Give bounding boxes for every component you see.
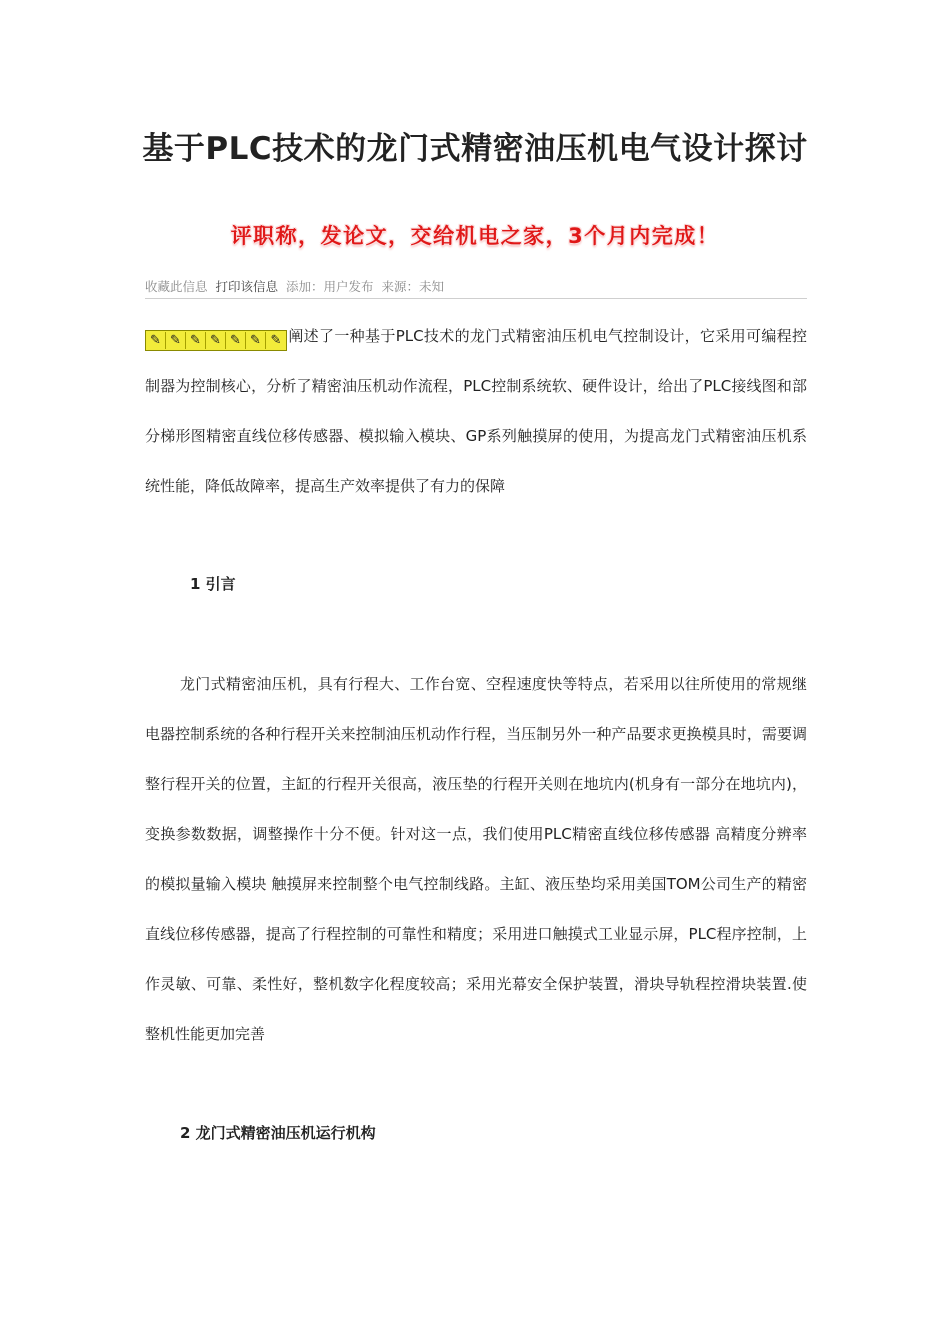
broken-image-icon: ✎ [270, 333, 282, 348]
info-meta-bar [145, 277, 448, 295]
added-by-label: 添加：用户发布 [286, 279, 374, 294]
favorite-link[interactable]: 收藏此信息 [145, 279, 208, 294]
broken-image-icons [145, 330, 287, 351]
source-label: 来源：未知 [381, 279, 445, 294]
abstract-text: 阐述了一种基于PLC技术的龙门式精密油压机电气控制设计，它采用可编程控制器为控制核心，分析了精密油压机动作流程，PLC控制系统软、硬件设计，给出了PLC接线图和部分梯形图精密直线位移传感器、模拟输入模块、GP系列触摸屏的使用，为提高龙门式精密油压机系统性能，降低故障率，提高生产效率提供了有力的保障 [145, 327, 807, 495]
broken-image-icon: ✎ [186, 332, 206, 349]
document-title: 基于PLC技术的龙门式精密油压机电气设计探讨 [142, 131, 808, 167]
broken-image-icon: ✎ [206, 332, 226, 349]
section-heading-introduction: 1 引言 [190, 575, 236, 593]
meta-divider [145, 298, 807, 299]
broken-image-icon: ✎ [226, 332, 246, 349]
print-link[interactable]: 打印该信息 [215, 279, 279, 294]
broken-image-icon: ✎ [246, 332, 266, 349]
broken-image-icon: ✎ [146, 332, 166, 349]
introduction-paragraph: 龙门式精密油压机，具有行程大、工作台宽、空程速度快等特点，若采用以往所使用的常规继电器控制系统的各种行程开关来控制油压机动作行程，当压制另外一种产品要求更换模具时，需要调整行程开关的位置，主缸的行程开关很高，液压垫的行程开关则在地坑内(机身有一部分在地坑内)，变换参数数据，调整操作十分不便。针对这一点，我们使用PLC精密直线位移传感器 高精度分辨率的模拟量输入模块 触摸屏来控制整个电气控制线路。主缸、液压垫均采用美国TOM公司生产的精密直线位移传感器，提高了行程控制的可靠性和精度；采用进口触摸式工业显示屏，PLC程序控制，上作灵敏、可靠、柔性好，整机数字化程度较高；采用光幕安全保护装置，滑块导轨程控滑块装置.使整机性能更加完善 [145, 675, 807, 1043]
promo-banner[interactable]: 评职称，发论文，交给机电之家，3个月内完成！ [230, 224, 720, 248]
abstract-paragraph [145, 311, 807, 511]
broken-image-icon: ✎ [166, 332, 186, 349]
section-heading-mechanism: 2 龙门式精密油压机运行机构 [180, 1124, 376, 1142]
